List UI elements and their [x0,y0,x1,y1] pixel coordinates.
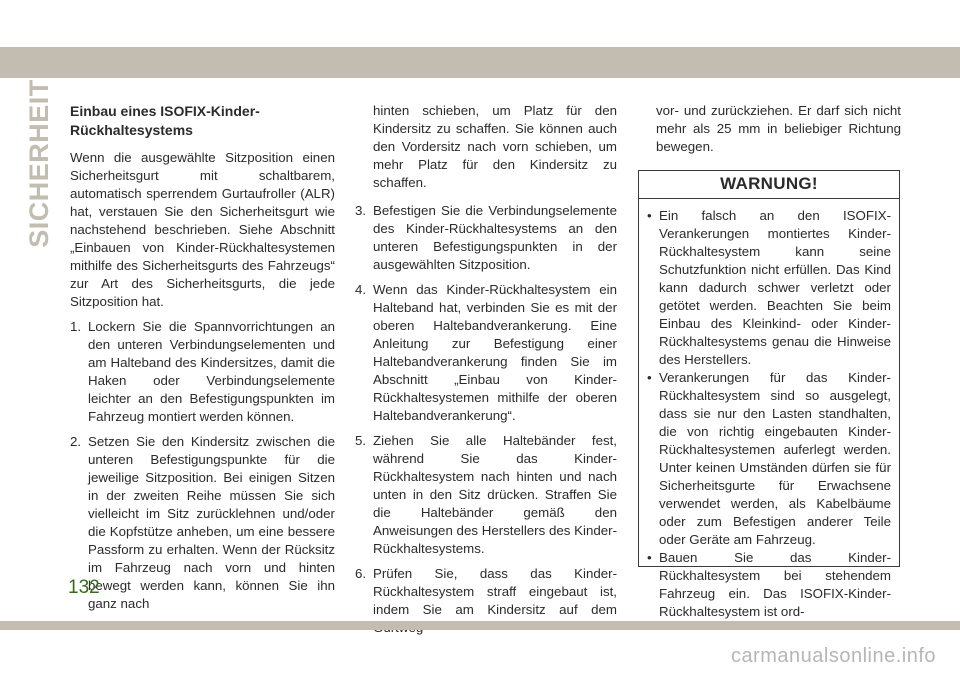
step-number: 1. [70,319,82,334]
section-tab-label: SICHERHEIT [23,78,54,248]
warning-bullet [647,549,891,621]
step-number: 5. [355,433,367,448]
step-text: Befestigen Sie die Verbindungselemente des Kinder-Rückhaltesystems an den unteren Befestigungspunkten in der ausgewählten Sitzposition. [373,203,617,272]
warning-title: WARNUNG! [639,171,899,199]
intro-paragraph: Wenn die ausgewählte Sitzposition einen Sicherheitsgurt mit schaltbarem, automatisch sperrendem Gurtaufroller (ALR) hat, verstauen Sie den Sicherheitsgurt wie nachstehend beschrieben. Siehe Abschnitt „Einbauen von Kinder-Rückhaltesystemen mithilfe des Sicherheitsgurts des Fahrzeugs“ zur Art des Sicherheitsgurts, die jede Sitzposition hat. [70,150,335,309]
step-5 [355,432,617,558]
step-text: Setzen Sie den Kindersitz zwischen die unteren Befestigungspunkte für die jeweilige Sitzposition. Bei einigen Sitzen in der zweiten Reihe müssen Sie sich vielleicht im Sitz zurücklehnen und/oder die Kopfstütze anheben, um eine bessere Passform zu erhalten. Wenn der Rücksitz im Fahrzeug nach vorn und hinten bewegt werden kann, können Sie ihn ganz nach [88,434,335,611]
warning-text: Ein falsch an den ISOFIX-Verankerungen montiertes Kinder-Rückhaltesystem kann seine Schutzfunktion nicht erfüllen. Das Kind kann dadurch schwer verletzt oder getötet werden. Beachten Sie beim Einbau des Kleinkind- oder Kinder-Rückhaltesystems genau die Hinweise des Herstellers. [659,208,891,367]
step-number: 6. [355,566,367,581]
step-2 [70,433,335,613]
step-number: 4. [355,282,367,297]
page-number: 132 [68,577,100,598]
bullet-icon: • [647,550,652,565]
step-6-continued: vor- und zurückziehen. Er darf sich nicht mehr als 25 mm in beliebiger Richtung bewegen. [656,103,901,154]
step-text: Lockern Sie die Spannvorrichtungen an den unteren Verbindungselementen und am Halteband des Kindersitzes, damit die Haken oder Verbindungselemente leichter an den Befestigungspunkten im Fahrzeug montiert werden können. [88,319,335,424]
bullet-icon: • [647,370,652,385]
watermark: carmanualsonline.info [730,645,936,667]
column-2 [355,102,617,644]
step-2-continued: hinten schieben, um Platz für den Kindersitz zu schaffen. Sie können auch den Vordersitz nach vorn schieben, um mehr Platz für den Kindersitz zu schaffen. [373,103,617,190]
step-number: 2. [70,434,82,449]
column-3 [638,102,901,166]
bullet-icon: • [647,208,652,223]
warning-body [639,199,899,621]
step-text: Ziehen Sie alle Haltebänder fest, während Sie das Kinder-Rückhaltesystem nach hinten und nach unten in den Sitz drücken. Straffen Sie die Haltebänder gemäß den Anweisungen des Herstellers des Kinder-Rückhaltesystems. [373,433,617,556]
footer-band [0,621,960,630]
warning-box [638,170,900,619]
header-band [0,47,960,78]
step-3 [355,202,617,274]
warning-text: Bauen Sie das Kinder-Rückhaltesystem bei stehendem Fahrzeug ein. Das ISOFIX-Kinder-Rückhaltesystem ist ord- [659,550,891,619]
warning-bullet [647,207,891,369]
warning-bullet [647,369,891,549]
step-4 [355,281,617,425]
step-number: 3. [355,203,367,218]
section-heading: Einbau eines ISOFIX-Kinder-Rückhaltesystems [70,103,260,138]
section-tab [23,78,54,248]
step-text: Wenn das Kinder-Rückhaltesystem ein Halteband hat, verbinden Sie es mit der oberen Haltebandverankerung. Eine Anleitung zur Befestigung einer Haltebandverankerung finden Sie im Abschnitt „Einbau von Kinder-Rückhaltesystemen mithilfe der oberen Haltebandverankerung“. [373,282,617,423]
step-1 [70,318,335,426]
column-1 [70,102,335,620]
step-text: Prüfen Sie, dass das Kinder-Rückhaltesystem straff eingebaut ist, indem Sie am Kindersitz auf dem [373,566,617,617]
warning-text: Verankerungen für das Kinder-Rückhaltesystem sind so ausgelegt, dass sie nur den Lasten standhalten, die von richtig eingebauten Kinder-Rückhaltesystemen auferlegt werden. Unter keinen Umständen dürfen sie für Sicherheitsgurte für Erwachsene verwendet werden, als Kabelbäume oder zum Befestigen anderer Teile oder Geräte am Fahrzeug. [659,370,891,547]
